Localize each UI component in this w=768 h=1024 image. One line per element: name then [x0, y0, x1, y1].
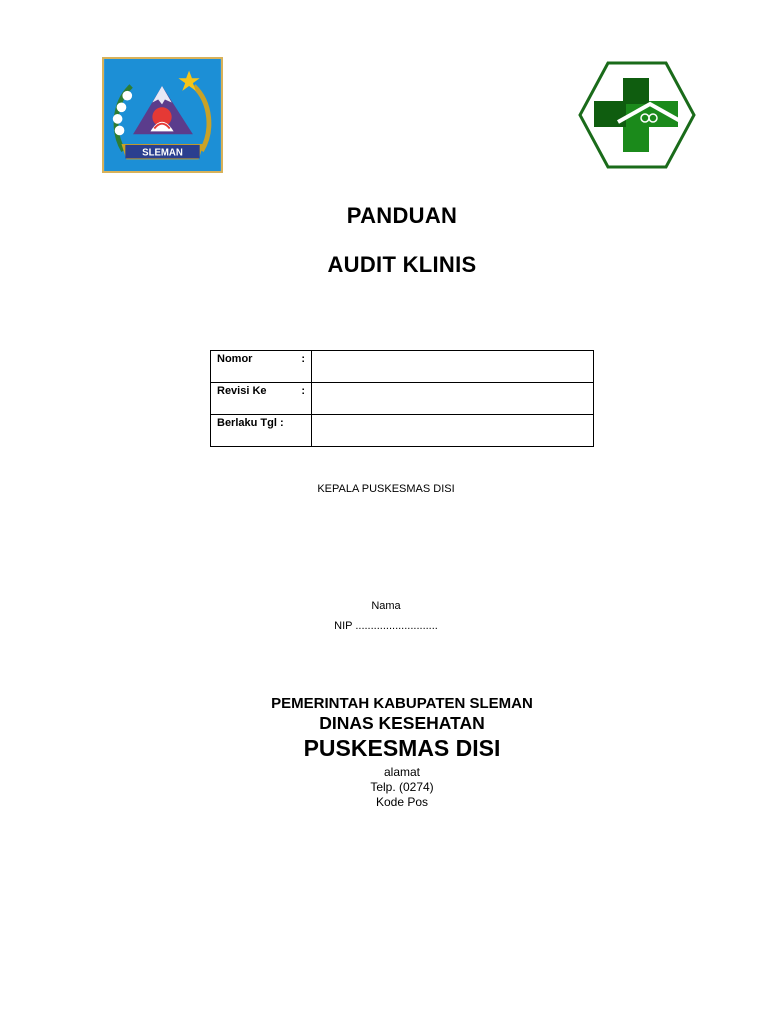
sleman-emblem-text: SLEMAN — [142, 147, 183, 159]
table-label-cell — [211, 383, 312, 415]
sleman-emblem-logo — [102, 57, 223, 173]
nomor-value — [312, 351, 594, 383]
revisi-label: Revisi Ke — [217, 385, 267, 397]
sleman-emblem-icon — [104, 59, 221, 171]
postal-code-line: Kode Pos — [375, 795, 429, 809]
document-info-table — [210, 350, 594, 447]
berlaku-label: Berlaku Tgl : — [217, 417, 284, 429]
puskesmas-cross-icon — [578, 60, 696, 170]
puskesmas-logo — [578, 60, 696, 170]
table-label-cell — [211, 415, 312, 447]
signatory-nip: NIP ........................... — [334, 620, 438, 632]
document-subtitle: AUDIT KLINIS — [327, 252, 477, 277]
document-title: PANDUAN — [346, 203, 458, 228]
phone-line: Telp. (0274) — [370, 780, 434, 794]
signatory-name: Nama — [371, 600, 401, 612]
signatory-position: KEPALA PUSKESMAS DISI — [317, 483, 455, 495]
government-name: PEMERINTAH KABUPATEN SLEMAN — [271, 695, 533, 712]
table-row — [211, 351, 594, 383]
berlaku-value — [312, 415, 594, 447]
department-name: DINAS KESEHATAN — [319, 713, 485, 733]
colon: : — [301, 385, 305, 397]
nomor-label: Nomor — [217, 353, 253, 365]
table-row — [211, 383, 594, 415]
puskesmas-name: PUSKESMAS DISI — [303, 735, 501, 761]
revisi-value — [312, 383, 594, 415]
colon: : — [301, 353, 305, 365]
address-line: alamat — [383, 765, 421, 779]
table-row — [211, 415, 594, 447]
table-label-cell — [211, 351, 312, 383]
